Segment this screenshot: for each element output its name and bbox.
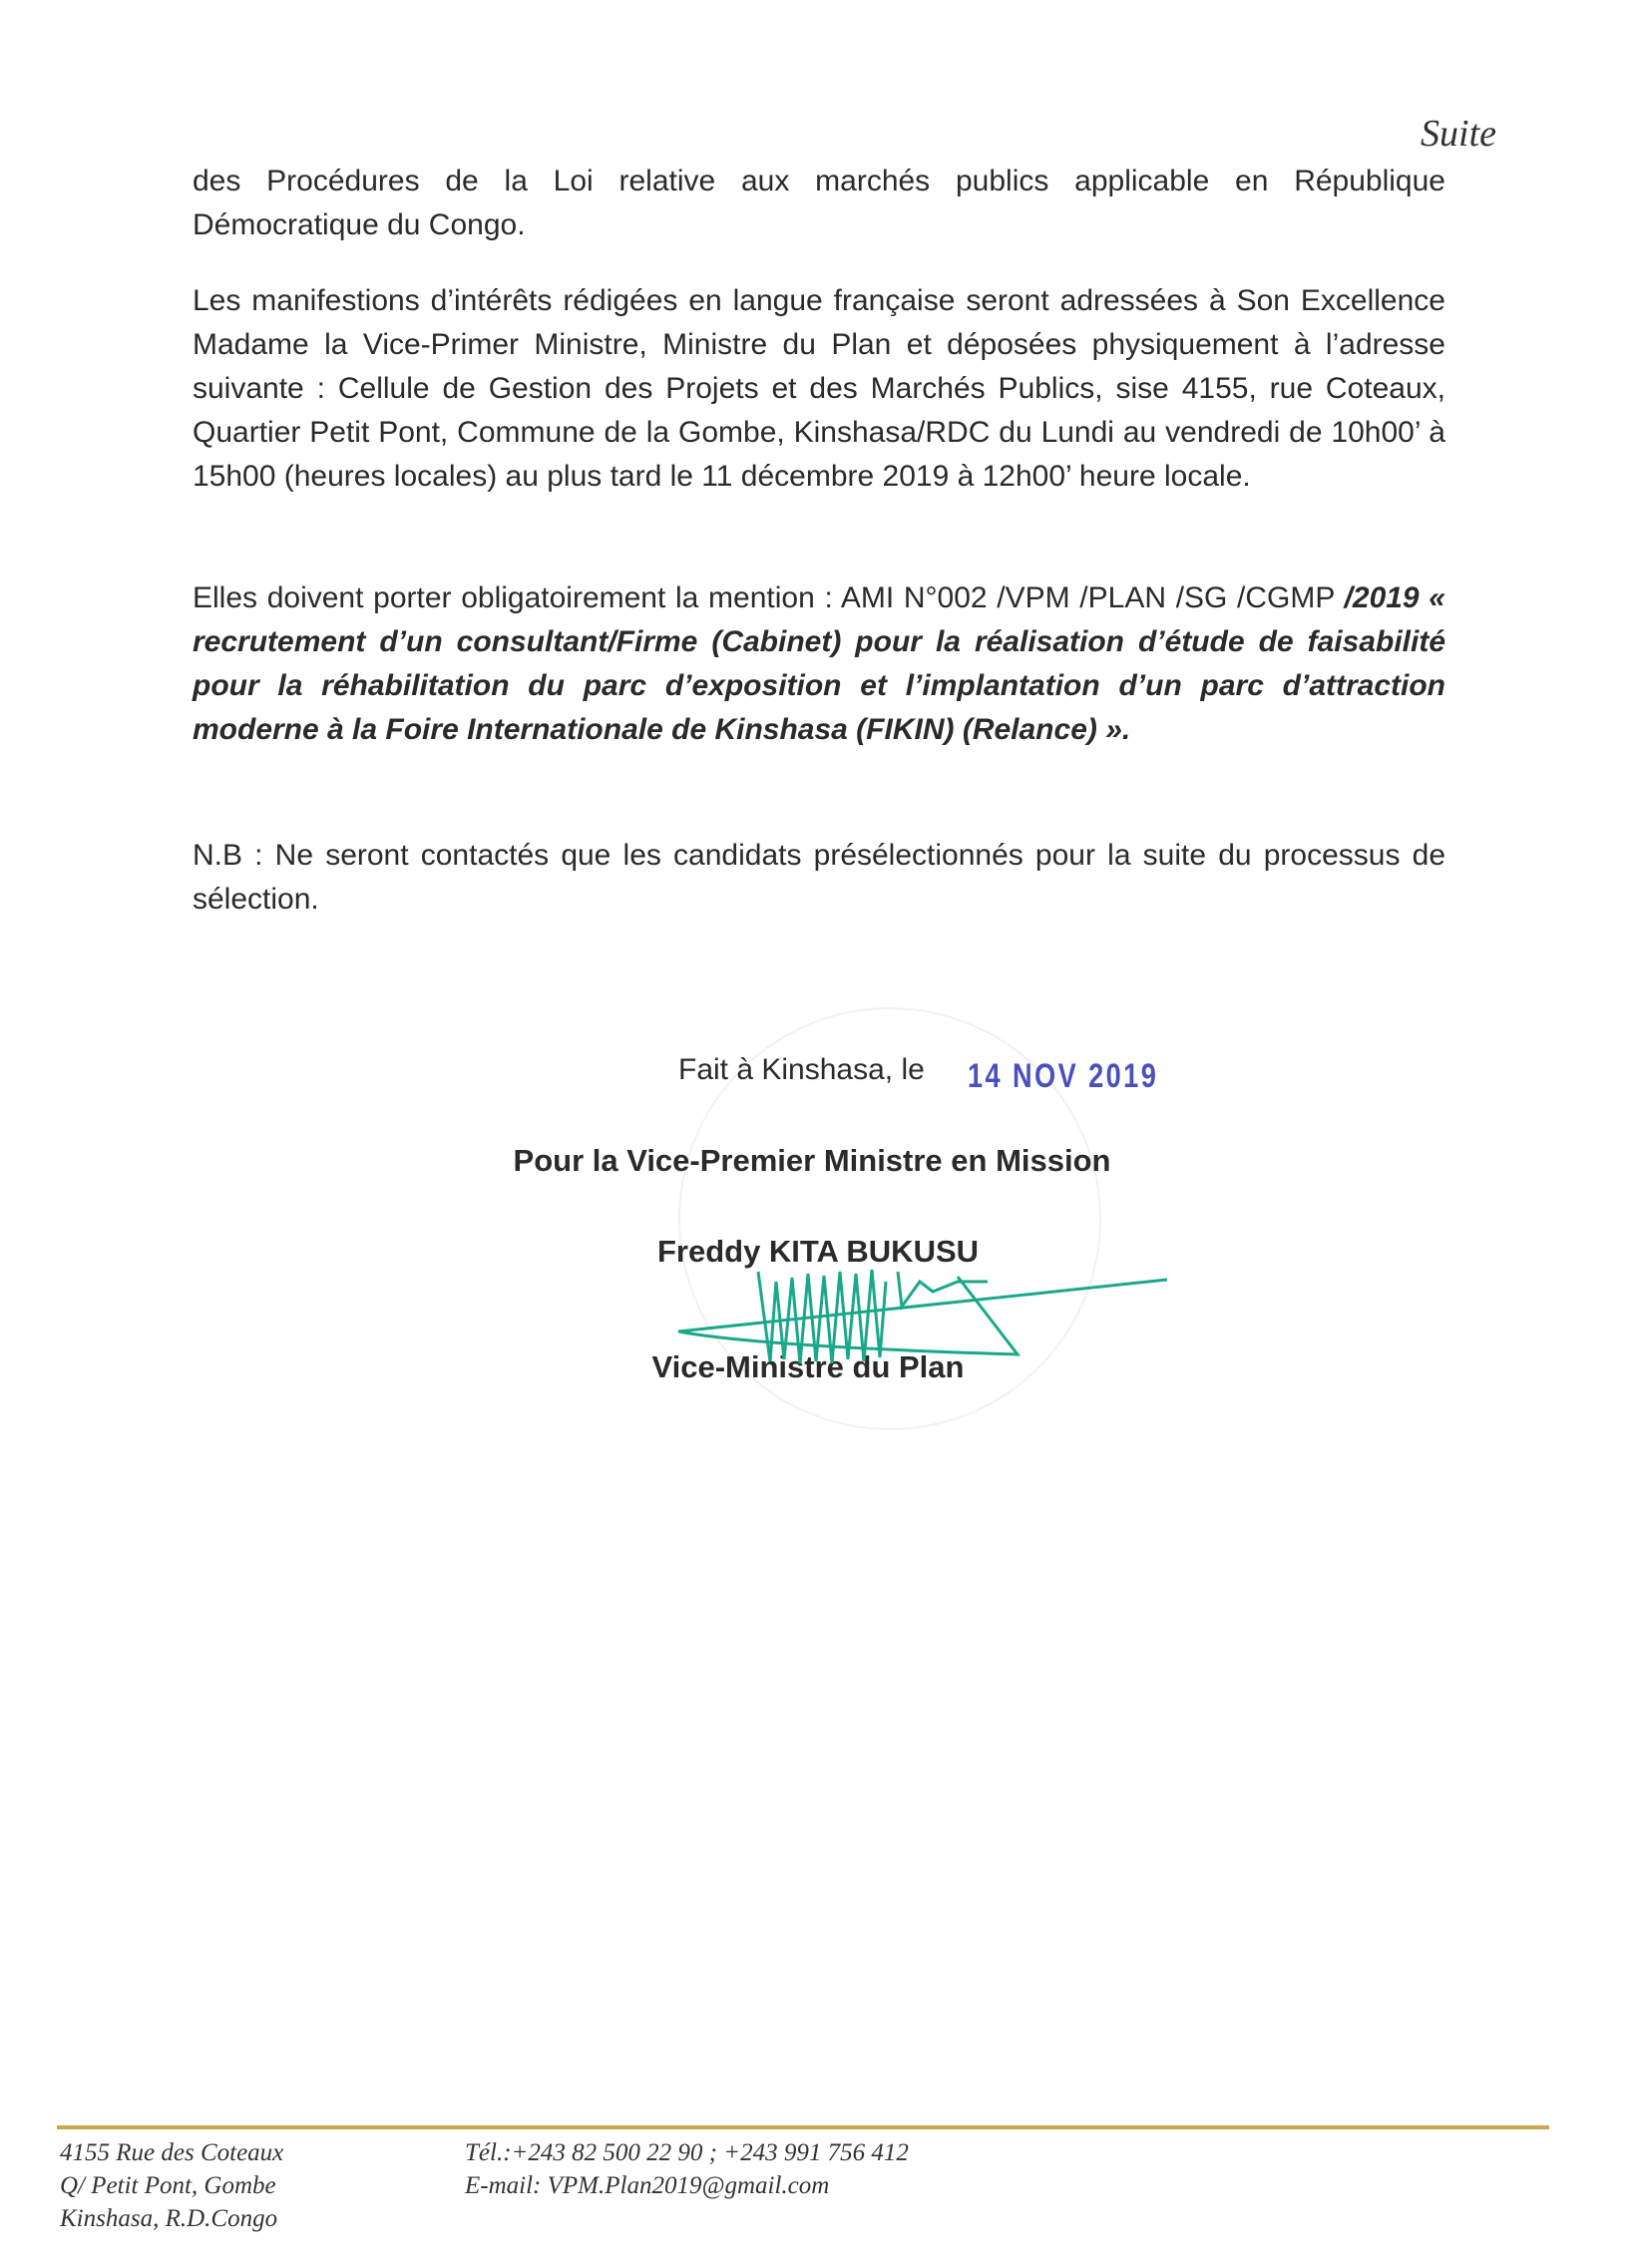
paragraph-3 bbox=[193, 576, 1445, 752]
mention-text: Elles doivent porter obligatoirement la mention : AMI N°002 /VPM /PLAN /SG /CGMP bbox=[193, 581, 1345, 614]
address-line: Q/ Petit Pont, Gombe bbox=[60, 2172, 276, 2199]
mention-reference: /2019 « recrutement d’un consultant/Firme (Cabinet) pour la réalisation d’étude de faisabilité pour la réhabilitation du parc d’exposition et l’implantation d’un parc d’attraction moderne à la Foire Internationale de Kinshasa (FIKIN) (Relance) ». bbox=[193, 581, 1445, 746]
continuation-label: Suite bbox=[1421, 113, 1496, 155]
paragraph-1: des Procédures de la Loi relative aux marchés publics applicable en République Démocratique du Congo. bbox=[193, 165, 1445, 241]
footer-address bbox=[60, 2136, 283, 2235]
address-line: Kinshasa, R.D.Congo bbox=[60, 2205, 278, 2232]
date-stamp: 14 NOV 2019 bbox=[968, 1057, 1159, 1095]
on-behalf-line: Pour la Vice-Premier Ministre en Mission bbox=[513, 1143, 1111, 1178]
paragraph-nb: N.B : Ne seront contactés que les candidats présélectionnés pour la suite du processus de sélection. bbox=[193, 839, 1445, 916]
signatory-title: Vice-Ministre du Plan bbox=[651, 1349, 965, 1384]
handwritten-signature bbox=[658, 1252, 1177, 1391]
paragraph-2: Les manifestions d’intérêts rédigées en langue française seront adressées à Son Excellence Madame la Vice-Primer Ministre, Ministre du Plan et déposées physiquement à l’adresse suivante : Cellule de Gestion des Projets et des Marchés Publics, sise 4155, rue Coteaux, Quartier Petit Pont, Commune de la Gombe, Kinshasa/RDC du Lundi au vendredi de 10h00’ à 15h00 (heures locales) au plus tard le 11 décembre 2019 à 12h00’ heure locale. bbox=[193, 284, 1445, 493]
address-line: 4155 Rue des Coteaux bbox=[60, 2139, 284, 2166]
phone-numbers: Tél.:+243 82 500 22 90 ; +243 991 756 412 bbox=[465, 2139, 909, 2166]
email-address: E-mail: VPM.Plan2019@gmail.com bbox=[465, 2172, 830, 2199]
footer-contact bbox=[465, 2136, 909, 2202]
footer-divider bbox=[57, 2125, 1549, 2129]
place-date-label: Fait à Kinshasa, le bbox=[678, 1053, 925, 1086]
signatory-name: Freddy KITA BUKUSU bbox=[656, 1234, 980, 1269]
